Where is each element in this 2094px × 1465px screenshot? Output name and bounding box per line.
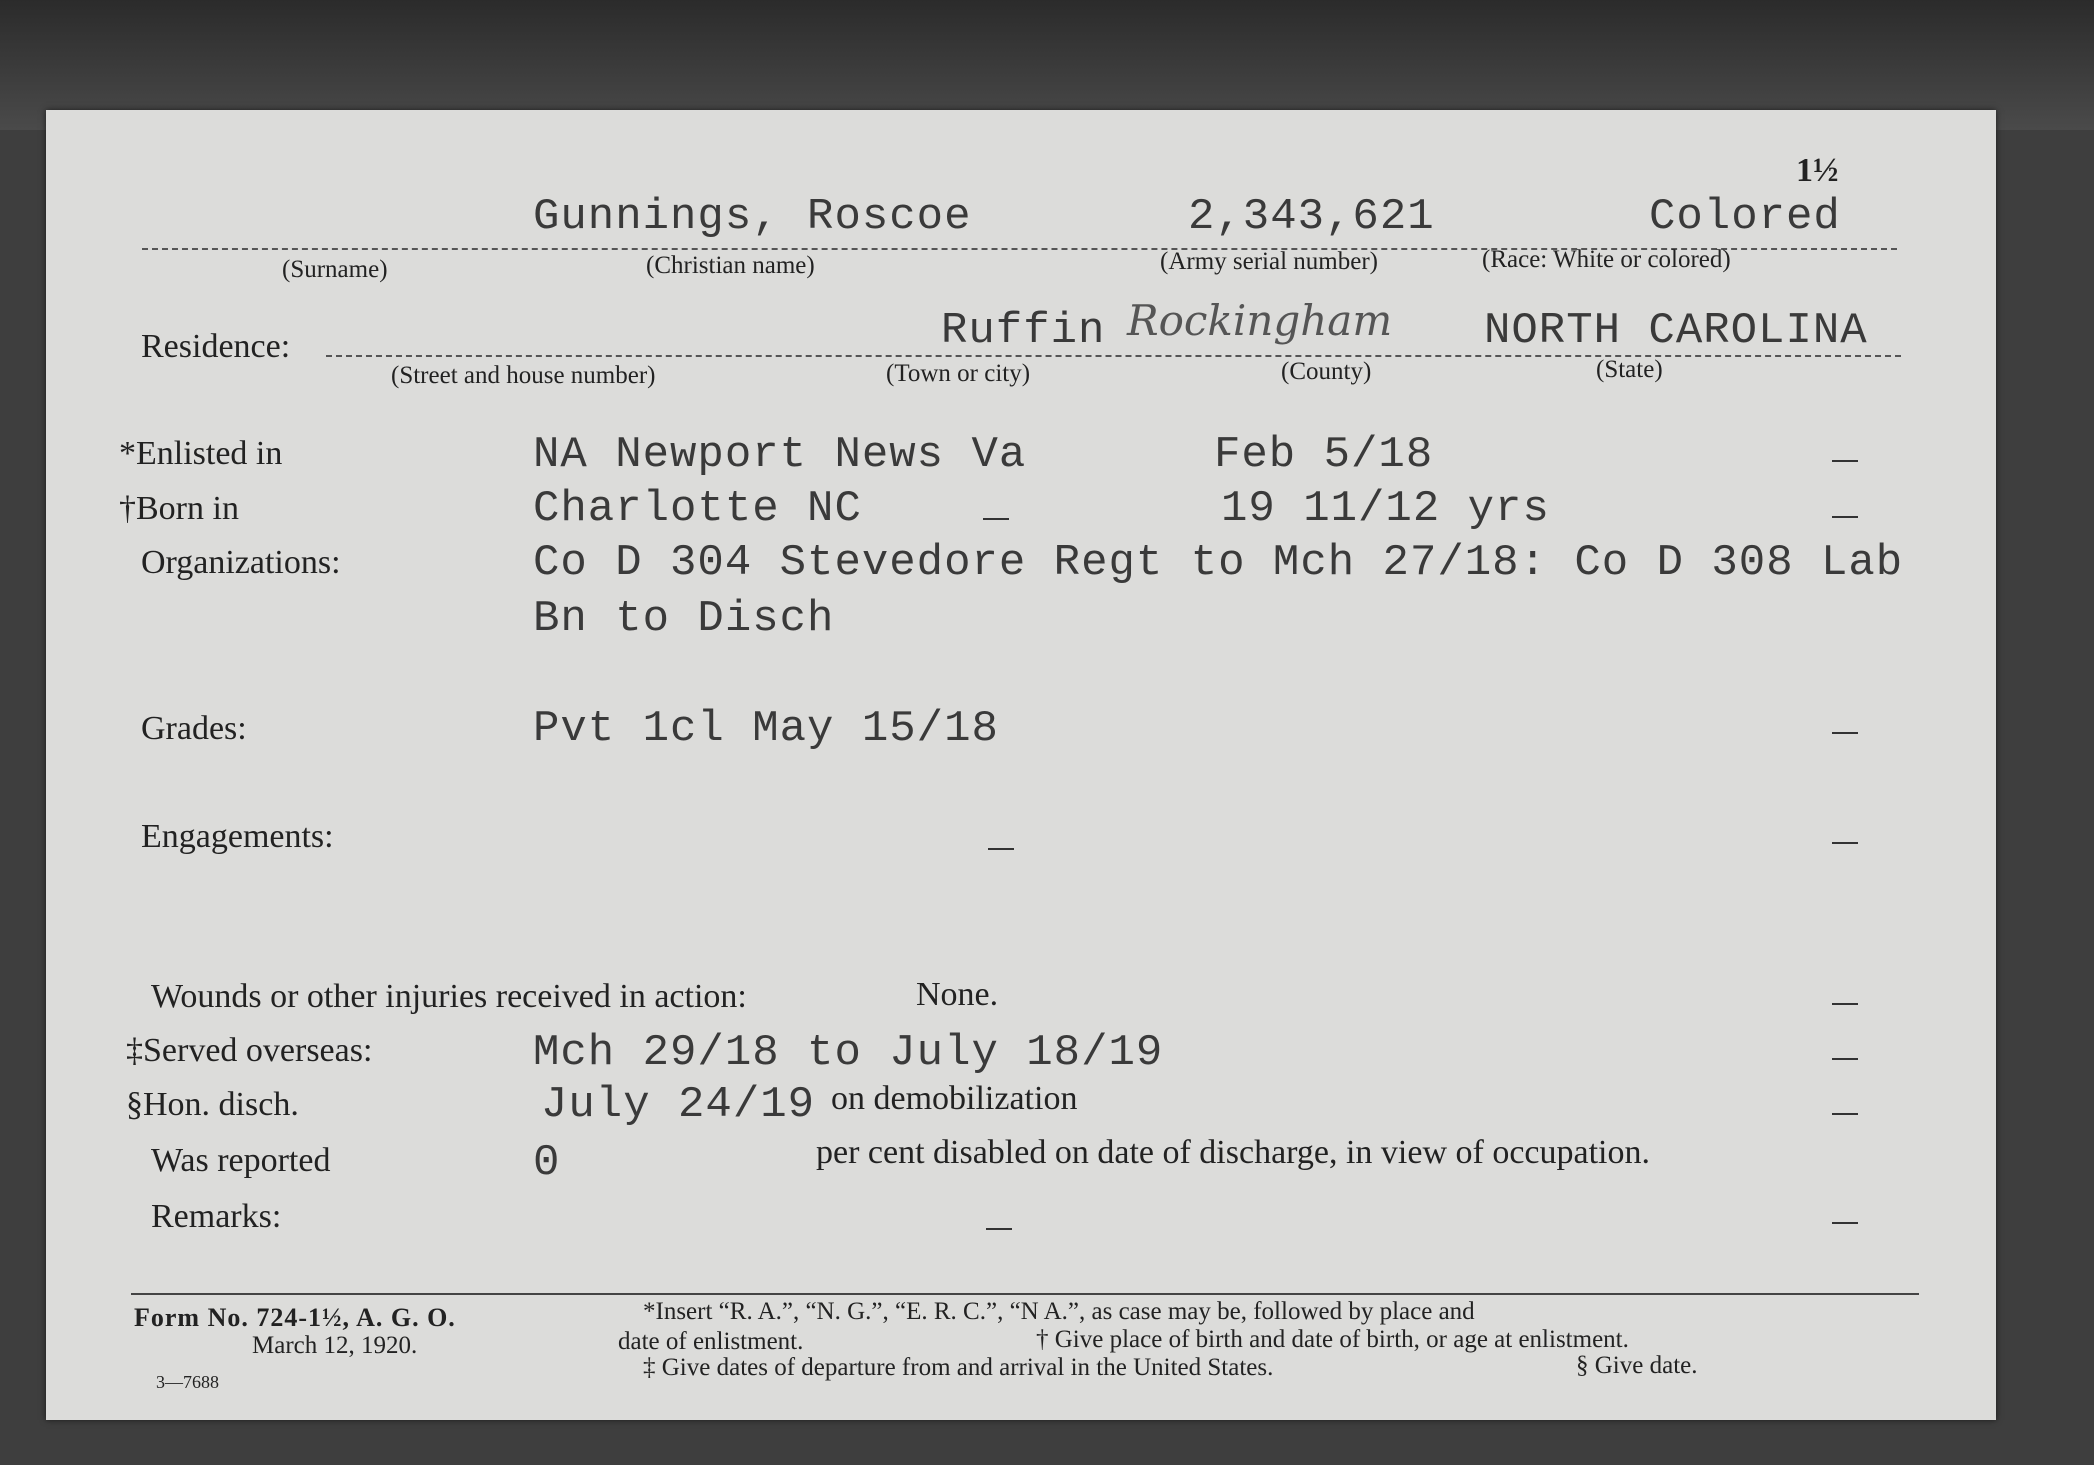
caption-town: (Town or city) <box>886 360 1031 387</box>
residence-line <box>326 355 1901 357</box>
served-overseas-value: Mch 29/18 to July 18/19 <box>533 1028 1164 1078</box>
hon-disch-date: July 24/19 <box>541 1080 816 1130</box>
wounds-label: Wounds or other injuries received in action: <box>151 978 747 1015</box>
footer-rule <box>131 1293 1919 1295</box>
blank-dash <box>988 848 1014 850</box>
engagements-label: Engagements: <box>141 818 334 855</box>
grades-value: Pvt 1cl May 15/18 <box>533 704 999 754</box>
residence-town: Ruffin <box>941 306 1106 356</box>
blank-dash <box>1832 1003 1858 1005</box>
footnote-enlistment: *Insert “R. A.”, “N. G.”, “E. R. C.”, “N A.”, as case may be, followed by place and <box>643 1298 1475 1325</box>
surname-christian-name: Gunnings, Roscoe <box>533 192 972 242</box>
caption-christian-name: (Christian name) <box>646 252 815 279</box>
service-record-card <box>46 110 1996 1420</box>
wounds-value: None. <box>916 976 999 1013</box>
enlisted-label: *Enlisted in <box>119 435 283 472</box>
blank-dash <box>1832 1222 1858 1224</box>
disability-percent: 0 <box>533 1138 561 1188</box>
footnote-discharge: § Give date. <box>1576 1352 1698 1379</box>
race-value: Colored <box>1649 192 1841 242</box>
born-label: †Born in <box>119 490 239 527</box>
organizations-label: Organizations: <box>141 544 341 581</box>
residence-state: NORTH CAROLINA <box>1484 306 1868 356</box>
blank-dash <box>1832 1058 1858 1060</box>
caption-race: (Race: White or colored) <box>1482 246 1731 273</box>
blank-dash <box>1832 460 1858 462</box>
caption-street: (Street and house number) <box>391 362 656 389</box>
caption-county: (County) <box>1281 358 1372 385</box>
card-fraction: 1½ <box>1796 152 1839 189</box>
caption-serial: (Army serial number) <box>1160 248 1378 275</box>
grades-label: Grades: <box>141 710 247 747</box>
blank-dash <box>986 1228 1012 1230</box>
enlisted-date: Feb 5/18 <box>1214 430 1434 480</box>
caption-surname: (Surname) <box>282 256 388 283</box>
blank-dash <box>983 518 1009 520</box>
residence-county: Rockingham <box>1127 296 1393 345</box>
organizations-line-2: Bn to Disch <box>533 594 835 644</box>
form-number: Form No. 724-1½, A. G. O. <box>134 1303 456 1332</box>
blank-dash <box>1832 732 1858 734</box>
organizations-line-1: Co D 304 Stevedore Regt to Mch 27/18: Co D 308 Lab <box>533 538 1904 588</box>
residence-label: Residence: <box>141 328 291 365</box>
remarks-label: Remarks: <box>151 1198 282 1235</box>
caption-state: (State) <box>1596 356 1663 383</box>
form-date: March 12, 1920. <box>252 1332 418 1359</box>
footnote-enlistment-cont: date of enlistment. <box>618 1328 804 1355</box>
footnote-overseas: ‡ Give dates of departure from and arrival in the United States. <box>643 1354 1274 1381</box>
disability-suffix: per cent disabled on date of discharge, in view of occupation. <box>816 1134 1650 1171</box>
was-reported-label: Was reported <box>151 1142 331 1179</box>
print-code: 3—7688 <box>156 1372 219 1392</box>
blank-dash <box>1832 516 1858 518</box>
born-place: Charlotte NC <box>533 484 862 534</box>
enlisted-place: NA Newport News Va <box>533 430 1027 480</box>
blank-dash <box>1832 842 1858 844</box>
hon-disch-suffix: on demobilization <box>831 1080 1078 1117</box>
footnote-birth: † Give place of birth and date of birth, or age at enlistment. <box>1036 1326 1629 1353</box>
hon-disch-label: §Hon. disch. <box>126 1086 299 1123</box>
army-serial-number: 2,343,621 <box>1188 192 1435 242</box>
served-overseas-label: ‡Served overseas: <box>126 1032 373 1069</box>
born-age: 19 11/12 yrs <box>1221 484 1550 534</box>
blank-dash <box>1832 1113 1858 1115</box>
